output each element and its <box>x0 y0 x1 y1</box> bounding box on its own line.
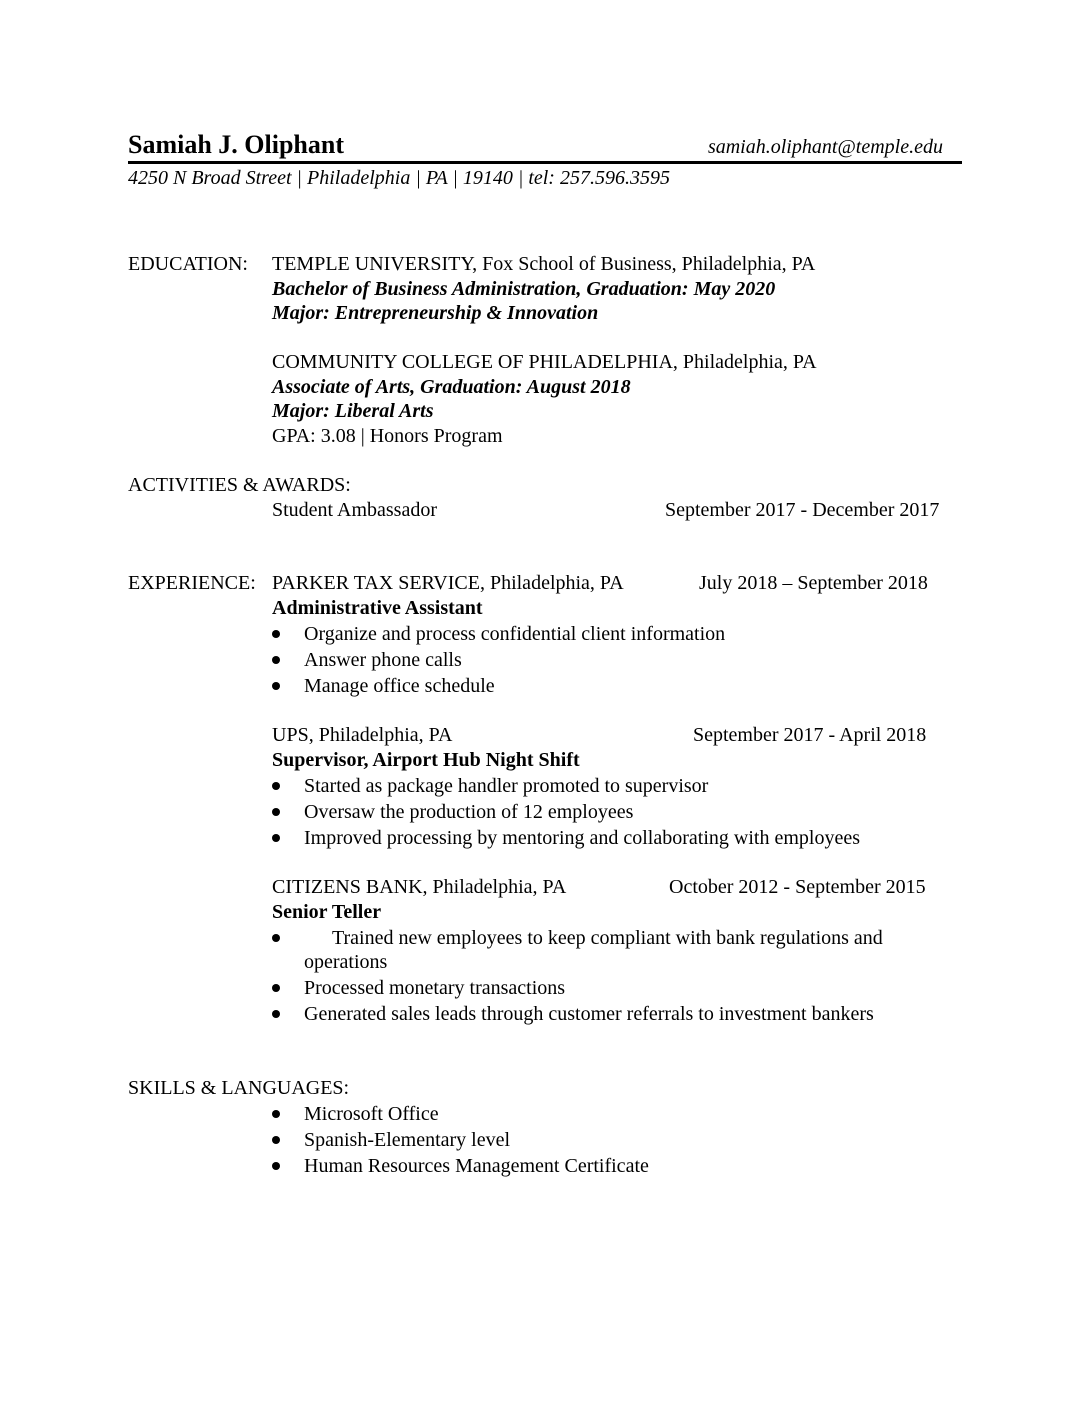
job-dates: October 2012 - September 2015 <box>669 876 926 898</box>
job-bullet: Answer phone calls <box>304 649 462 671</box>
email: samiah.oliphant@temple.edu <box>707 136 943 158</box>
job-title: Administrative Assistant <box>272 597 483 619</box>
job-bullet: Organize and process confidential client information <box>304 623 726 645</box>
bullet-icon <box>272 1110 280 1118</box>
school-degree: Associate of Arts, Graduation: August 2018 <box>272 376 631 398</box>
bullet-icon <box>272 934 280 942</box>
job-employer: PARKER TAX SERVICE, Philadelphia, PA <box>272 572 624 594</box>
bullet-icon <box>272 834 280 842</box>
job-employer: CITIZENS BANK, Philadelphia, PA <box>272 876 567 898</box>
bullet-icon <box>272 808 280 816</box>
bullet-icon <box>272 782 280 790</box>
bullet-icon <box>272 656 280 664</box>
bullet-icon <box>272 630 280 638</box>
job-employer: UPS, Philadelphia, PA <box>272 724 453 746</box>
skill-item: Spanish-Elementary level <box>304 1129 511 1151</box>
bullet-icon <box>272 1010 280 1018</box>
job-bullet: Generated sales leads through customer referrals to investment bankers <box>304 1003 874 1025</box>
job-bullet-continuation: operations <box>304 951 388 973</box>
job-bullet: Improved processing by mentoring and collaborating with employees <box>304 827 860 849</box>
school-degree: Bachelor of Business Administration, Graduation: May 2020 <box>272 278 776 300</box>
bullet-icon <box>272 984 280 992</box>
school-major: Major: Entrepreneurship & Innovation <box>272 302 599 324</box>
job-bullet: Manage office schedule <box>304 675 495 697</box>
resume-name: Samiah J. Oliphant <box>128 130 345 159</box>
school-name: COMMUNITY COLLEGE OF PHILADELPHIA, Philadelphia, PA <box>272 351 817 373</box>
bullet-icon <box>272 682 280 690</box>
job-bullet: Started as package handler promoted to supervisor <box>304 775 709 797</box>
address-line: 4250 N Broad Street | Philadelphia | PA | 19140 | tel: 257.596.3595 <box>128 167 670 189</box>
bullet-icon <box>272 1162 280 1170</box>
activities-heading: ACTIVITIES & AWARDS: <box>128 474 351 496</box>
bullet-icon <box>272 1136 280 1144</box>
school-name: TEMPLE UNIVERSITY, Fox School of Business, Philadelphia, PA <box>272 253 816 275</box>
school-major: Major: Liberal Arts <box>272 400 434 422</box>
job-dates: July 2018 – September 2018 <box>699 572 928 594</box>
job-title: Supervisor, Airport Hub Night Shift <box>272 749 580 771</box>
job-dates: September 2017 - April 2018 <box>693 724 927 746</box>
skills-heading: SKILLS & LANGUAGES: <box>128 1077 350 1099</box>
skill-item: Microsoft Office <box>304 1103 439 1125</box>
school-gpa: GPA: 3.08 | Honors Program <box>272 425 503 447</box>
header-rule <box>128 161 962 164</box>
job-bullet: Oversaw the production of 12 employees <box>304 801 634 823</box>
activity-title: Student Ambassador <box>272 499 437 521</box>
job-bullet: Trained new employees to keep compliant with bank regulations and <box>332 927 883 949</box>
job-bullet: Processed monetary transactions <box>304 977 566 999</box>
activity-dates: September 2017 - December 2017 <box>665 499 940 521</box>
experience-heading: EXPERIENCE: <box>128 572 256 594</box>
education-heading: EDUCATION: <box>128 253 248 275</box>
job-title: Senior Teller <box>272 901 382 923</box>
skill-item: Human Resources Management Certificate <box>304 1155 649 1177</box>
